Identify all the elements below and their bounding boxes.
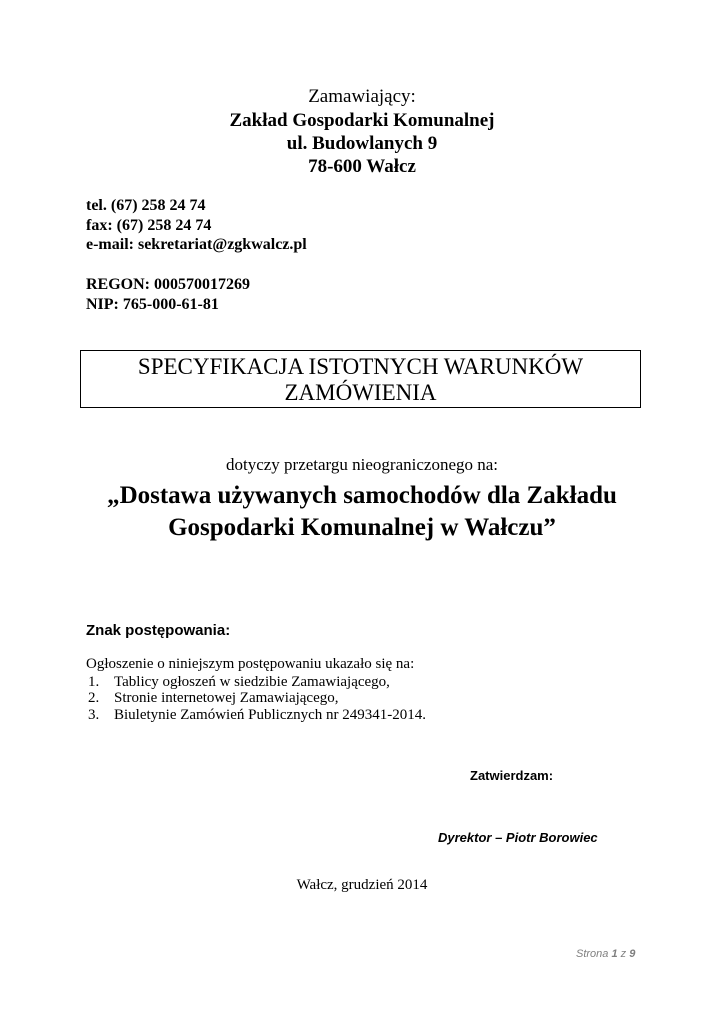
list-item-number: 2. xyxy=(88,690,100,706)
tender-title xyxy=(0,480,724,544)
phone-number: tel. (67) 258 24 74 xyxy=(86,197,206,214)
tender-title-line-2: Gospodarki Komunalnej w Wałczu” xyxy=(168,514,556,541)
tender-intro: dotyczy przetargu nieograniczonego na: xyxy=(225,455,499,474)
list-item xyxy=(86,690,339,707)
email-address: e-mail: sekretariat@zgkwalcz.pl xyxy=(86,236,307,253)
current-page: 1 xyxy=(611,948,618,960)
list-item-number: 3. xyxy=(88,707,100,723)
page-word: Strona xyxy=(576,948,609,960)
fax-number: fax: (67) 258 24 74 xyxy=(86,217,212,234)
total-pages: 9 xyxy=(629,948,636,960)
orderer-label: Zamawiający: xyxy=(308,86,416,107)
director-signatory: Dyrektor – Piotr Borowiec xyxy=(438,830,598,845)
reference-label: Znak postępowania: xyxy=(86,622,231,639)
list-item-number: 1. xyxy=(88,674,100,690)
of-word: z xyxy=(620,948,627,960)
orderer-street: ul. Budowlanych 9 xyxy=(286,133,438,154)
approval-label: Zatwierdzam: xyxy=(470,768,554,783)
announcement-intro: Ogłoszenie o niniejszym postępowaniu ukazało się na: xyxy=(86,656,415,672)
list-item-text: Biuletynie Zamówień Publicznych nr 249341-2014. xyxy=(114,707,427,723)
list-item xyxy=(86,707,426,724)
specification-title-line-1: SPECYFIKACJA ISTOTNYCH WARUNKÓW xyxy=(137,354,584,379)
list-item-text: Stronie internetowej Zamawiającego, xyxy=(114,690,339,706)
orderer-city: 78-600 Wałcz xyxy=(308,156,416,177)
regon-number: REGON: 000570017269 xyxy=(86,276,250,293)
orderer-name: Zakład Gospodarki Komunalnej xyxy=(229,110,495,131)
tender-title-line-1: „Dostawa używanych samochodów dla Zakładu xyxy=(107,482,617,509)
place-and-date: Wałcz, grudzień 2014 xyxy=(296,877,428,893)
list-item-text: Tablicy ogłoszeń w siedzibie Zamawiającego, xyxy=(114,674,390,690)
page-number xyxy=(576,948,635,960)
nip-number: NIP: 765-000-61-81 xyxy=(86,296,219,313)
list-item xyxy=(86,674,390,691)
specification-title-box xyxy=(80,350,641,408)
specification-title-line-2: ZAMÓWIENIA xyxy=(284,380,437,405)
